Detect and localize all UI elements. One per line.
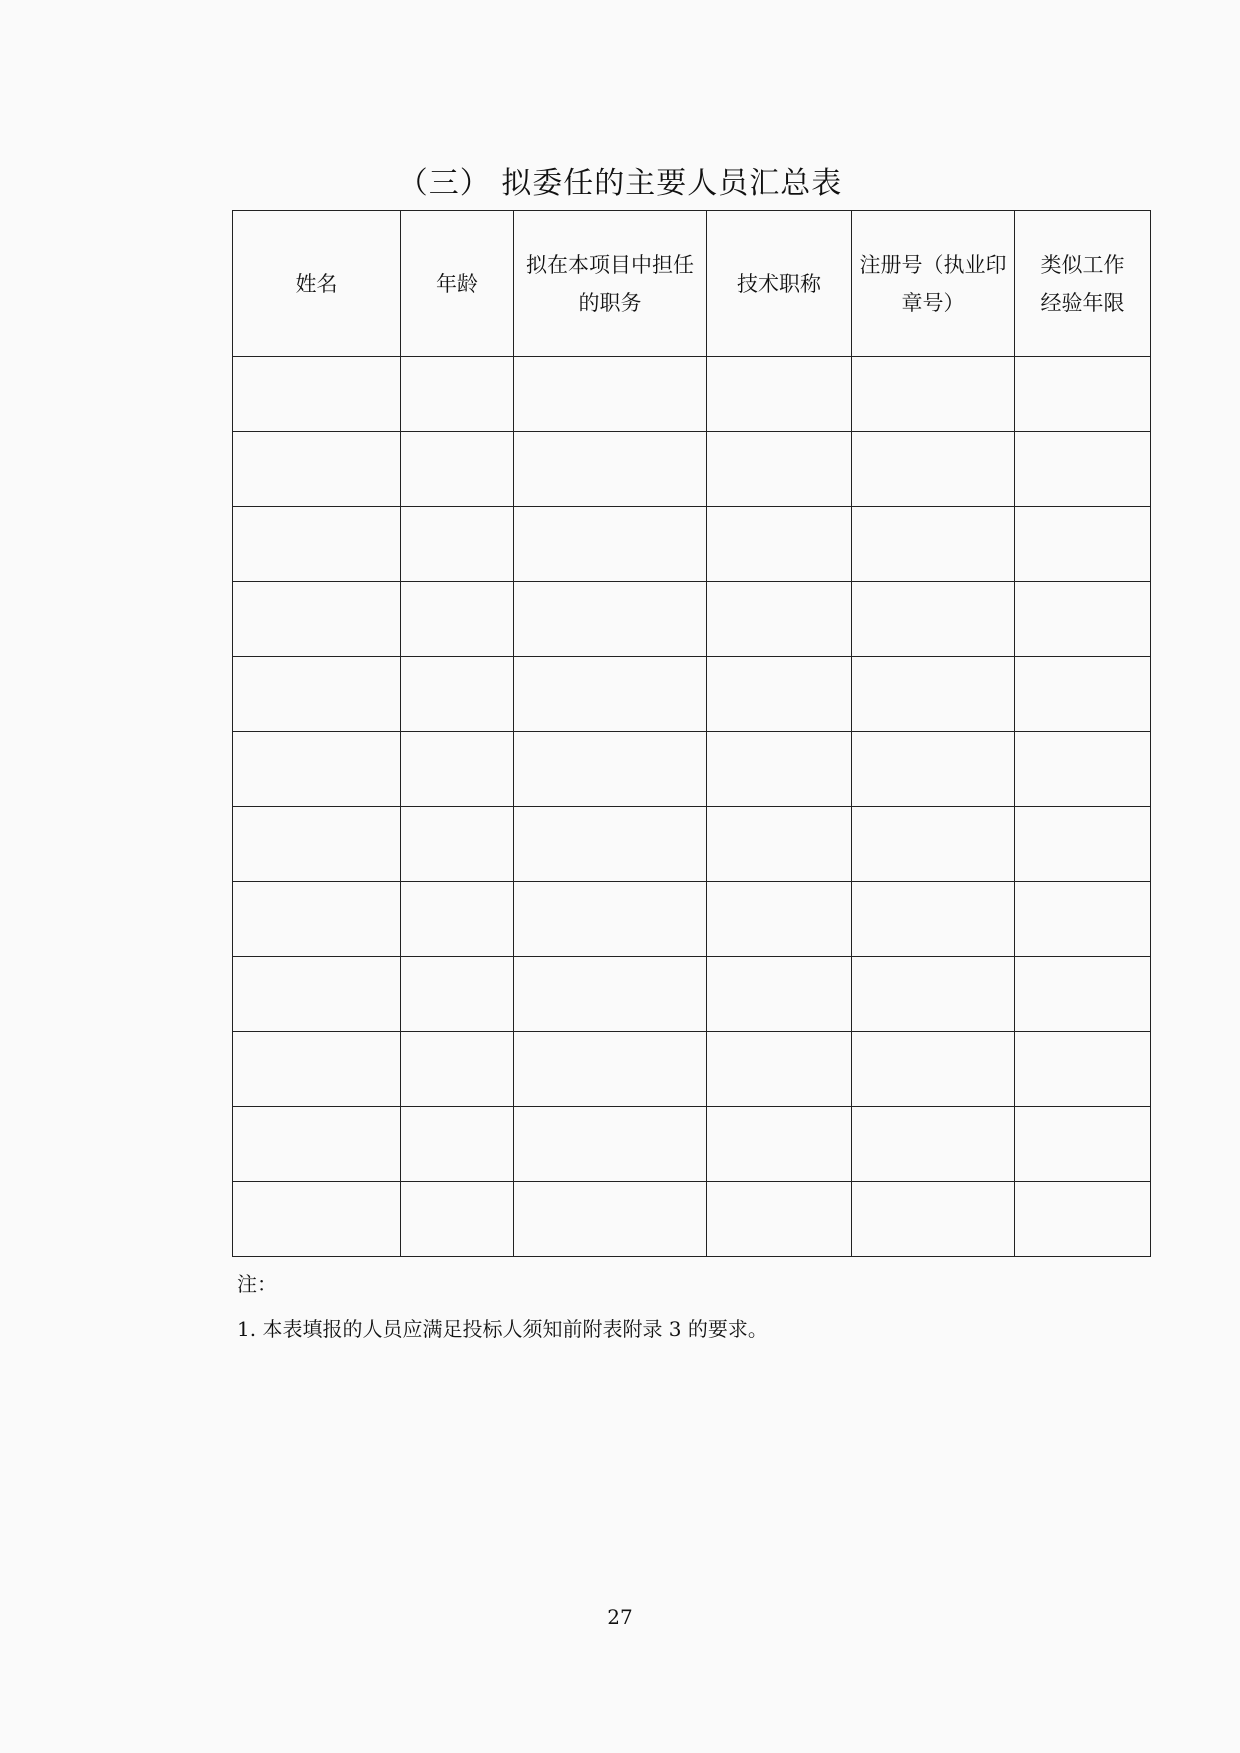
- table-cell-name: [233, 1032, 401, 1107]
- table-cell-technical-title: [707, 882, 852, 957]
- table-row: [233, 357, 1151, 432]
- table-cell-technical-title: [707, 657, 852, 732]
- table-cell-registration-number: [852, 957, 1015, 1032]
- table-cell-technical-title: [707, 1107, 852, 1182]
- table-cell-name: [233, 1182, 401, 1257]
- table-cell-experience-years: [1015, 582, 1151, 657]
- header-name: 姓名: [233, 211, 401, 357]
- table-cell-proposed-position: [514, 657, 707, 732]
- table-cell-name: [233, 807, 401, 882]
- table-cell-proposed-position: [514, 582, 707, 657]
- header-experience-years: 类似工作经验年限: [1015, 211, 1151, 357]
- table-cell-proposed-position: [514, 882, 707, 957]
- table-cell-technical-title: [707, 732, 852, 807]
- table-cell-registration-number: [852, 807, 1015, 882]
- table-cell-name: [233, 957, 401, 1032]
- table-cell-experience-years: [1015, 357, 1151, 432]
- table-header-row: [233, 211, 1151, 357]
- table-cell-proposed-position: [514, 1182, 707, 1257]
- table-cell-experience-years: [1015, 1032, 1151, 1107]
- table-cell-experience-years: [1015, 732, 1151, 807]
- page-title: （三） 拟委任的主要人员汇总表: [397, 166, 843, 201]
- table-row: [233, 1107, 1151, 1182]
- table-cell-age: [401, 732, 514, 807]
- table-cell-proposed-position: [514, 732, 707, 807]
- table-cell-registration-number: [852, 1107, 1015, 1182]
- table-cell-name: [233, 432, 401, 507]
- table-cell-technical-title: [707, 957, 852, 1032]
- table-cell-proposed-position: [514, 807, 707, 882]
- table-cell-age: [401, 1032, 514, 1107]
- table-row: [233, 507, 1151, 582]
- table-cell-age: [401, 582, 514, 657]
- table-row: [233, 582, 1151, 657]
- table-cell-proposed-position: [514, 507, 707, 582]
- personnel-summary-table: [232, 210, 1151, 1257]
- table-cell-age: [401, 807, 514, 882]
- header-registration-number: 注册号（执业印章号）: [852, 211, 1015, 357]
- table-cell-name: [233, 732, 401, 807]
- personnel-summary-table-container: [232, 210, 1150, 1178]
- table-cell-experience-years: [1015, 432, 1151, 507]
- table-cell-technical-title: [707, 507, 852, 582]
- table-cell-proposed-position: [514, 1107, 707, 1182]
- table-cell-registration-number: [852, 582, 1015, 657]
- table-cell-experience-years: [1015, 1107, 1151, 1182]
- table-cell-registration-number: [852, 507, 1015, 582]
- table-cell-age: [401, 1182, 514, 1257]
- table-row: [233, 807, 1151, 882]
- table-cell-name: [233, 582, 401, 657]
- table-cell-technical-title: [707, 807, 852, 882]
- table-cell-experience-years: [1015, 882, 1151, 957]
- table-cell-registration-number: [852, 882, 1015, 957]
- table-cell-registration-number: [852, 1182, 1015, 1257]
- table-cell-registration-number: [852, 657, 1015, 732]
- table-cell-age: [401, 357, 514, 432]
- table-cell-registration-number: [852, 732, 1015, 807]
- page-number: 27: [607, 1605, 633, 1629]
- table-row: [233, 957, 1151, 1032]
- table-cell-technical-title: [707, 1182, 852, 1257]
- table-cell-registration-number: [852, 357, 1015, 432]
- table-cell-name: [233, 882, 401, 957]
- table-row: [233, 1182, 1151, 1257]
- table-cell-technical-title: [707, 582, 852, 657]
- notes-heading: 注：: [237, 1272, 277, 1296]
- table-cell-experience-years: [1015, 507, 1151, 582]
- table-cell-age: [401, 432, 514, 507]
- table-cell-experience-years: [1015, 657, 1151, 732]
- table-cell-age: [401, 507, 514, 582]
- table-cell-experience-years: [1015, 807, 1151, 882]
- table-cell-name: [233, 357, 401, 432]
- table-cell-age: [401, 957, 514, 1032]
- table-cell-registration-number: [852, 1032, 1015, 1107]
- notes-section: [237, 1262, 768, 1352]
- table-row: [233, 732, 1151, 807]
- table-cell-proposed-position: [514, 1032, 707, 1107]
- table-row: [233, 432, 1151, 507]
- table-cell-experience-years: [1015, 957, 1151, 1032]
- table-cell-registration-number: [852, 432, 1015, 507]
- table-row: [233, 882, 1151, 957]
- table-cell-technical-title: [707, 432, 852, 507]
- table-cell-proposed-position: [514, 432, 707, 507]
- header-technical-title: 技术职称: [707, 211, 852, 357]
- table-row: [233, 1032, 1151, 1107]
- table-cell-name: [233, 657, 401, 732]
- table-cell-technical-title: [707, 357, 852, 432]
- table-cell-age: [401, 1107, 514, 1182]
- note-item: 1. 本表填报的人员应满足投标人须知前附表附录 3 的要求。: [237, 1317, 768, 1341]
- table-cell-age: [401, 657, 514, 732]
- table-cell-age: [401, 882, 514, 957]
- header-proposed-position: 拟在本项目中担任的职务: [514, 211, 707, 357]
- table-cell-name: [233, 1107, 401, 1182]
- table-row: [233, 657, 1151, 732]
- table-cell-proposed-position: [514, 357, 707, 432]
- header-age: 年龄: [401, 211, 514, 357]
- table-cell-experience-years: [1015, 1182, 1151, 1257]
- table-cell-name: [233, 507, 401, 582]
- table-body: [233, 357, 1151, 1257]
- table-cell-proposed-position: [514, 957, 707, 1032]
- table-cell-technical-title: [707, 1032, 852, 1107]
